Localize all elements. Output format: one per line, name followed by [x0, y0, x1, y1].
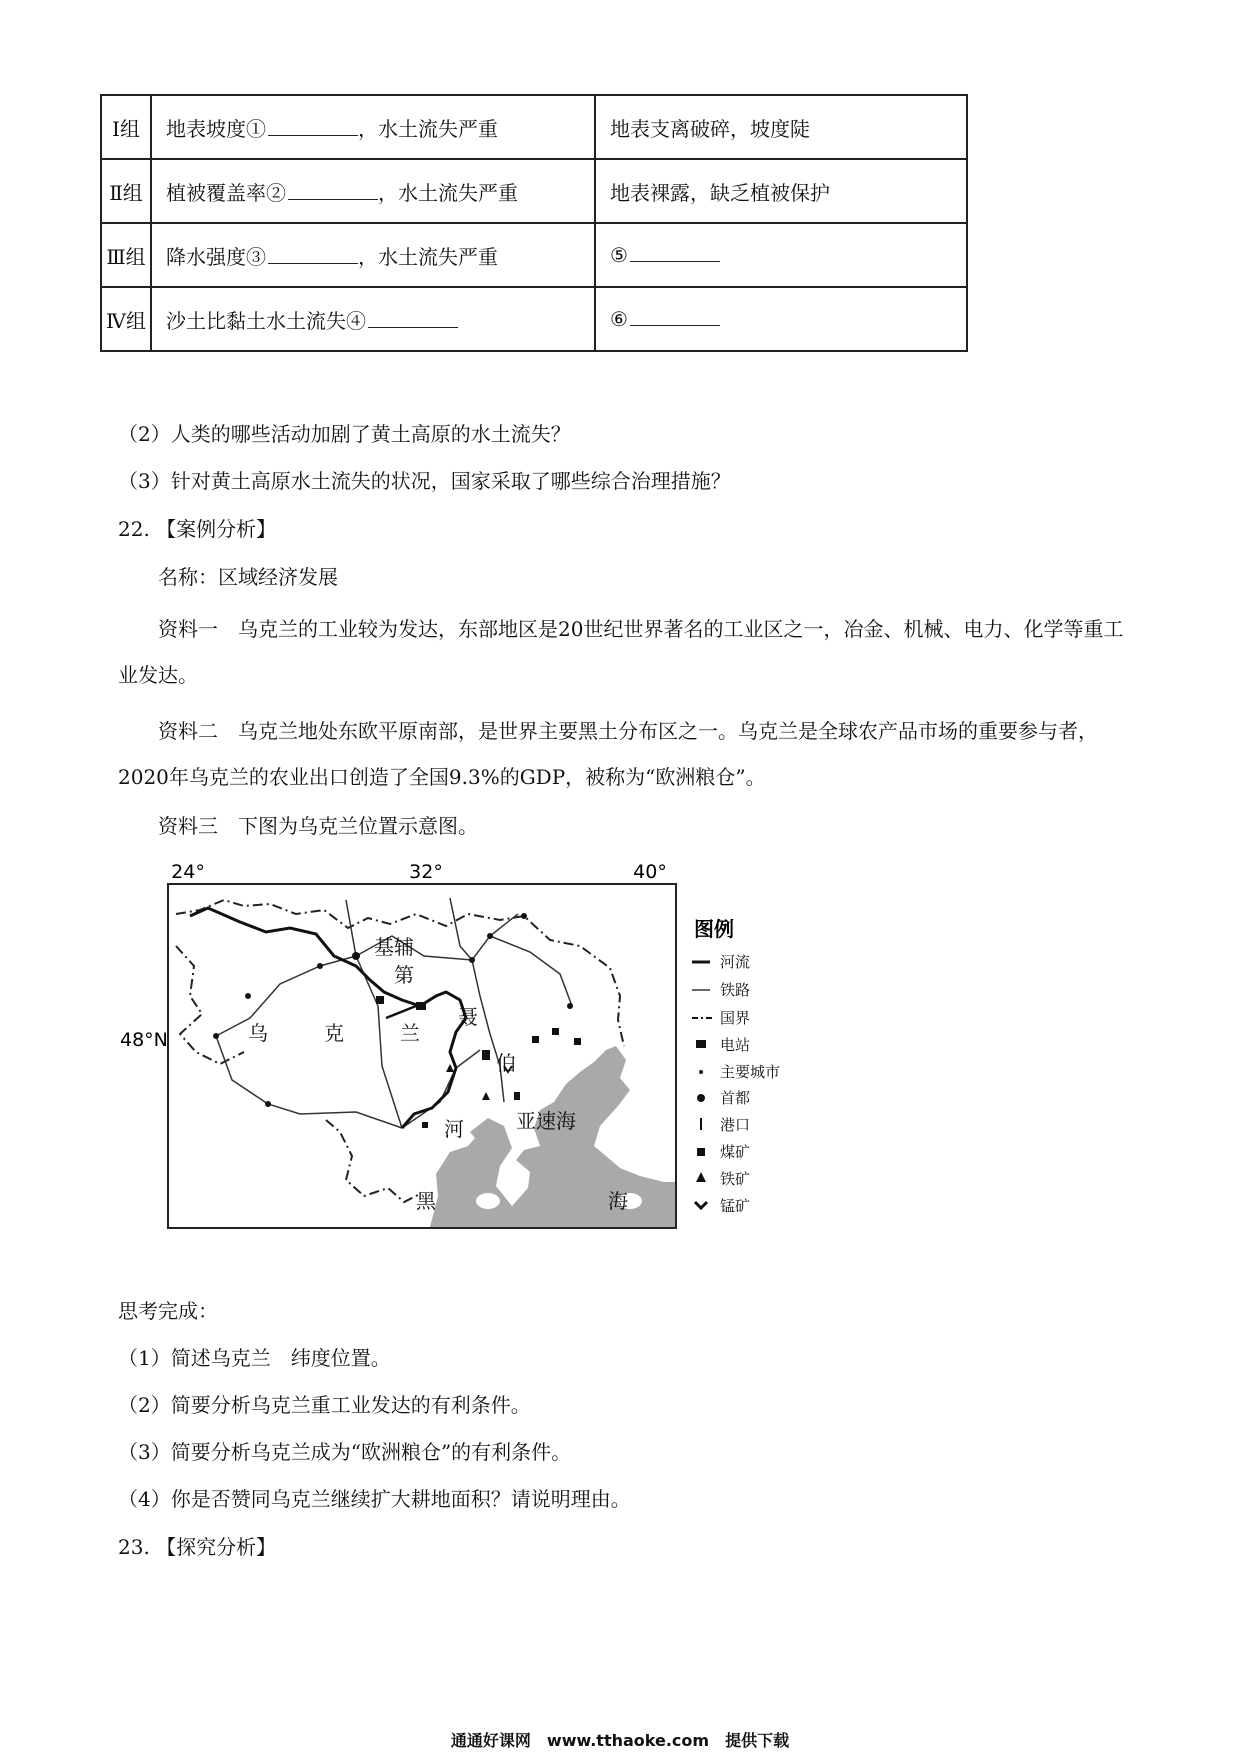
q22-material-1: 资料一 乌克兰的工业较为发达，东部地区是20世纪世界著名的工业区之一，冶金、机械、电力、化学等重工业发达。 [118, 617, 1124, 687]
q21-sub3: （3）针对黄土高原水土流失的状况，国家采取了哪些综合治理措施？ [118, 469, 731, 493]
sea-label-bg [476, 1193, 500, 1209]
group-label: Ⅳ组 [101, 287, 151, 351]
note-cell: ⑤ [595, 223, 967, 287]
lon-label: 32° [409, 861, 443, 883]
svg-text:主要城市: 主要城市 [720, 1063, 781, 1081]
ukraine-location-map [120, 856, 781, 1236]
group-label: Ⅲ组 [101, 223, 151, 287]
legend-coal-symbol [697, 1148, 705, 1156]
legend-title: 图例 [694, 917, 734, 941]
map-label-dnieper: 伯 [496, 1051, 516, 1075]
svg-text:铁矿: 铁矿 [720, 1170, 751, 1188]
legend-capital-symbol [697, 1094, 705, 1102]
svg-text:国界: 国界 [720, 1009, 751, 1027]
q21-sub2: （2）人类的哪些活动加剧了黄土高原的水土流失？ [118, 422, 571, 446]
table-row [101, 287, 967, 351]
lon-label: 24° [171, 861, 205, 883]
table-row [101, 95, 967, 159]
legend-iron-symbol [696, 1172, 706, 1182]
q22-sub3: （3）简要分析乌克兰成为“欧洲粮仓”的有利条件。 [118, 1440, 572, 1464]
think-heading: 思考完成： [118, 1299, 218, 1323]
answer-blank [630, 307, 720, 326]
cause-cell: 降水强度③ ，水土流失严重 [151, 223, 595, 287]
svg-text:电站: 电站 [720, 1036, 751, 1054]
legend-city-symbol [699, 1070, 703, 1074]
lat-label: 48°N [120, 1029, 168, 1051]
svg-text:铁路: 铁路 [720, 981, 751, 999]
group-label: Ⅰ组 [101, 95, 151, 159]
cause-cell: 地表坡度① ，水土流失严重 [151, 95, 595, 159]
q22-heading: 22. 【案例分析】 [118, 517, 277, 541]
cause-cell: 植被覆盖率② ，水土流失严重 [151, 159, 595, 223]
map-label-dnieper: 聂 [458, 1005, 478, 1029]
q22-name: 名称：区域经济发展 [158, 565, 338, 589]
map-label-dnieper: 第 [394, 963, 414, 987]
q22-material-2: 资料二 乌克兰地处东欧平原南部，是世界主要黑土分布区之一。乌克兰是全球农产品市场的重要参与者，2020年乌克兰的农业出口创造了全国9.3%的GDP，被称为“欧洲粮仓”。 [118, 719, 1098, 789]
lon-label: 40° [633, 861, 667, 883]
national-border [326, 1120, 420, 1202]
page-footer: 通通好课网 www.tthaoke.com 提供下载 [450, 1731, 790, 1750]
svg-text:河流: 河流 [720, 953, 751, 971]
answer-blank [630, 243, 720, 262]
answer-blank [368, 309, 458, 328]
map-label-dnieper: 河 [444, 1117, 464, 1141]
legend-power-symbol [696, 1040, 706, 1048]
q23-heading: 23. 【探究分析】 [118, 1535, 277, 1559]
cause-cell: 沙土比黏土水土流失④ [151, 287, 595, 351]
svg-text:港口: 港口 [720, 1116, 751, 1134]
national-border [176, 946, 244, 1064]
map-label-kyiv: 基辅 [374, 935, 414, 959]
answer-blank [288, 181, 378, 200]
q22-sub1: （1）简述乌克兰 纬度位置。 [118, 1346, 391, 1370]
experiment-table [100, 94, 968, 352]
table-row [101, 223, 967, 287]
map-label-ukraine: 乌 [248, 1021, 268, 1045]
q22-sub2: （2）简要分析乌克兰重工业发达的有利条件。 [118, 1393, 531, 1417]
legend-manganese-symbol [695, 1202, 707, 1208]
map-legend [692, 917, 780, 1215]
map-label-ukraine: 兰 [400, 1021, 420, 1045]
answer-blank [268, 245, 358, 264]
map-label-ukraine: 克 [324, 1021, 344, 1045]
svg-text:煤矿: 煤矿 [720, 1143, 751, 1161]
note-cell: ⑥ [595, 287, 967, 351]
svg-text:锰矿: 锰矿 [720, 1197, 751, 1215]
answer-blank [268, 117, 358, 136]
svg-text:首都: 首都 [720, 1089, 751, 1107]
map-label-black-sea: 黑 [416, 1189, 436, 1213]
q22-material-3: 资料三 下图为乌克兰位置示意图。 [158, 814, 478, 838]
map-label-azov-sea: 亚速海 [516, 1109, 576, 1133]
table-row [101, 159, 967, 223]
group-label: Ⅱ组 [101, 159, 151, 223]
note-cell: 地表裸露，缺乏植被保护 [595, 159, 967, 223]
map-label-black-sea: 海 [608, 1189, 628, 1213]
q22-sub4: （4）你是否赞同乌克兰继续扩大耕地面积？请说明理由。 [118, 1487, 631, 1511]
rivers [190, 908, 466, 1128]
note-cell: 地表支离破碎，坡度陡 [595, 95, 967, 159]
